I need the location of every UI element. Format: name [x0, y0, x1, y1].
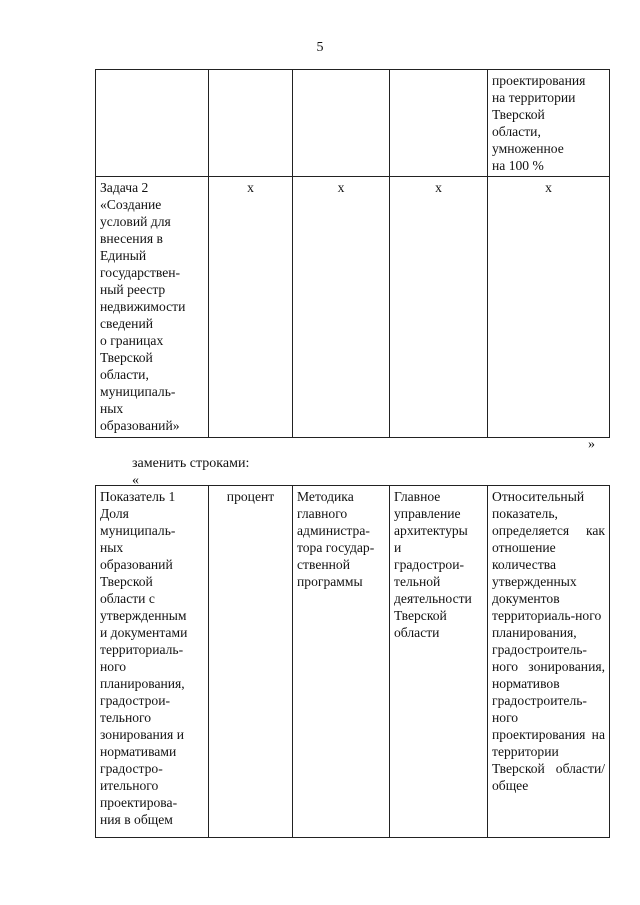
closing-quote: »: [588, 437, 595, 452]
opening-quote: «: [132, 473, 139, 488]
table-cell: проектирования на территории Тверской области, умноженное на 100 %: [488, 70, 610, 177]
table-bottom: [95, 485, 610, 838]
table-row: [96, 177, 610, 438]
table-cell: х: [293, 177, 390, 438]
table-cell-task-2: Задача 2 «Создание условий для внесения в Единый государствен- ный реестр недвижимости сведений о границах Тверской области, муниципаль- ных образований»: [96, 177, 209, 438]
table-cell: х: [390, 177, 488, 438]
page-number: 5: [316, 40, 324, 55]
table-cell: [390, 70, 488, 177]
table-cell-indicator-1: Показатель 1 Доля муниципаль- ных образований Тверской области с утвержденным и документами территориаль- ного планирования, градострои- тельного зонирования и нормативами градостро- ительного проектирова- ния в общем: [96, 486, 209, 838]
table-cell: [96, 70, 209, 177]
table-top: [95, 69, 610, 438]
table-cell: [209, 70, 293, 177]
table-cell-unit: процент: [209, 486, 293, 838]
table-cell: х: [488, 177, 610, 438]
replace-instruction: заменить строками:: [132, 456, 250, 471]
table-cell-responsible: Главное управление архитектуры и градострои- тельной деятельности Тверской области: [390, 486, 488, 838]
table-cell: х: [209, 177, 293, 438]
table-row: [96, 486, 610, 838]
table-cell-method: Методика главного администра- тора государ- ственной программы: [293, 486, 390, 838]
table-cell-description: Относительный показатель, определяется как отношение количества утвержденных документов территориаль-ного планирования, градостроитель-ного зонирования, нормативов градостроитель-ного проектирования на территории Тверской области/общее: [488, 486, 610, 838]
table-cell: [293, 70, 390, 177]
table-row: [96, 70, 610, 177]
